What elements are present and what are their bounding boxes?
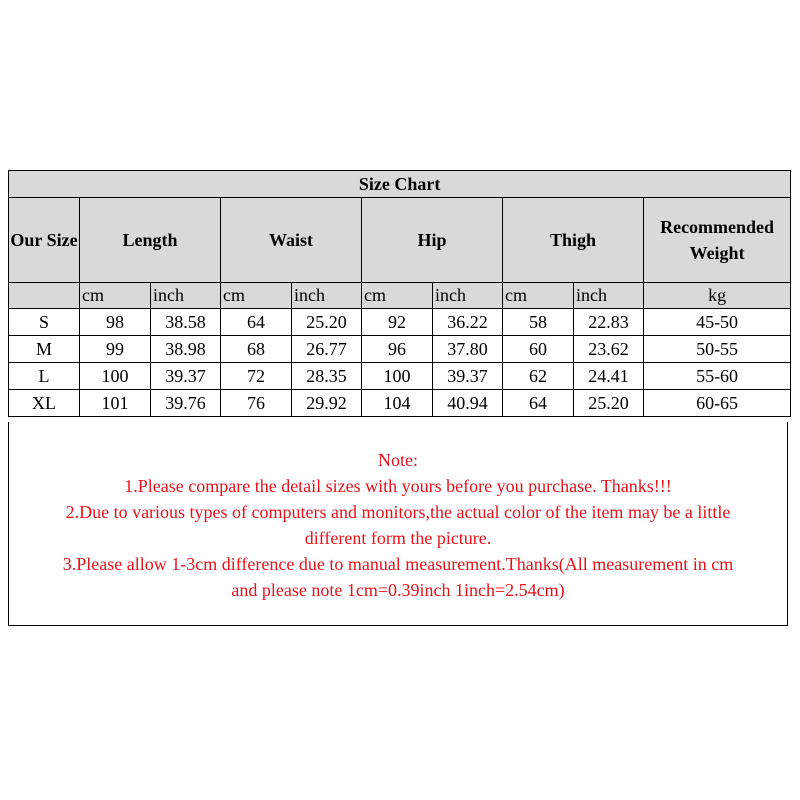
weight-cell: 45-50: [644, 309, 791, 336]
hip-inch-cell: 39.37: [433, 363, 503, 390]
waist-cm-cell: 72: [221, 363, 292, 390]
thigh-cm-cell: 64: [503, 390, 574, 417]
header-hip: Hip: [362, 198, 503, 283]
unit-row: [9, 283, 791, 309]
waist-inch-cell: 26.77: [292, 336, 362, 363]
note-line-2a: 2.Due to various types of computers and monitors,the actual color of the item may be a little: [65, 502, 731, 522]
header-length: Length: [80, 198, 221, 283]
size-cell: M: [9, 336, 80, 363]
hip-cm-cell: 96: [362, 336, 433, 363]
waist-cm-cell: 64: [221, 309, 292, 336]
thigh-cm-cell: 58: [503, 309, 574, 336]
unit-waist-cm: cm: [221, 283, 292, 309]
note-line-3a: 3.Please allow 1-3cm difference due to manual measurement.Thanks(All measurement in cm: [62, 554, 734, 574]
note-box: [8, 422, 788, 626]
unit-hip-inch: inch: [433, 283, 503, 309]
weight-cell: 55-60: [644, 363, 791, 390]
header-waist: Waist: [221, 198, 362, 283]
thigh-inch-cell: 23.62: [574, 336, 644, 363]
thigh-cm-cell: 62: [503, 363, 574, 390]
header-row: [9, 198, 791, 283]
hip-cm-cell: 92: [362, 309, 433, 336]
title-row: [9, 171, 791, 198]
length-cm-cell: 99: [80, 336, 151, 363]
waist-inch-cell: 29.92: [292, 390, 362, 417]
size-chart-table: [8, 170, 791, 417]
hip-cm-cell: 104: [362, 390, 433, 417]
length-inch-cell: 38.58: [151, 309, 221, 336]
unit-weight-kg: kg: [644, 283, 791, 309]
hip-inch-cell: 37.80: [433, 336, 503, 363]
unit-blank: [9, 283, 80, 309]
hip-inch-cell: 36.22: [433, 309, 503, 336]
unit-thigh-cm: cm: [503, 283, 574, 309]
size-cell: L: [9, 363, 80, 390]
unit-hip-cm: cm: [362, 283, 433, 309]
thigh-inch-cell: 24.41: [574, 363, 644, 390]
weight-cell: 50-55: [644, 336, 791, 363]
length-inch-cell: 38.98: [151, 336, 221, 363]
unit-thigh-inch: inch: [574, 283, 644, 309]
thigh-cm-cell: 60: [503, 336, 574, 363]
length-cm-cell: 98: [80, 309, 151, 336]
note-line-1: 1.Please compare the detail sizes with yours before you purchase. Thanks!!!: [124, 476, 672, 496]
unit-length-inch: inch: [151, 283, 221, 309]
hip-cm-cell: 100: [362, 363, 433, 390]
header-thigh: Thigh: [503, 198, 644, 283]
table-row: [9, 363, 791, 390]
header-our-size: Our Size: [9, 198, 80, 283]
table-row: [9, 390, 791, 417]
chart-title: Size Chart: [9, 171, 791, 198]
weight-cell: 60-65: [644, 390, 791, 417]
thigh-inch-cell: 22.83: [574, 309, 644, 336]
note-line-3b: and please note 1cm=0.39inch 1inch=2.54cm): [231, 580, 565, 600]
note-line-2b: different form the picture.: [304, 528, 492, 548]
thigh-inch-cell: 25.20: [574, 390, 644, 417]
length-inch-cell: 39.76: [151, 390, 221, 417]
waist-inch-cell: 25.20: [292, 309, 362, 336]
unit-length-cm: cm: [80, 283, 151, 309]
waist-cm-cell: 68: [221, 336, 292, 363]
table-row: [9, 336, 791, 363]
size-cell: XL: [9, 390, 80, 417]
waist-inch-cell: 28.35: [292, 363, 362, 390]
unit-waist-inch: inch: [292, 283, 362, 309]
table-row: [9, 309, 791, 336]
header-recommended-weight: Recommended Weight: [644, 198, 791, 283]
waist-cm-cell: 76: [221, 390, 292, 417]
note-heading: Note:: [378, 450, 418, 470]
length-cm-cell: 100: [80, 363, 151, 390]
length-inch-cell: 39.37: [151, 363, 221, 390]
size-cell: S: [9, 309, 80, 336]
length-cm-cell: 101: [80, 390, 151, 417]
hip-inch-cell: 40.94: [433, 390, 503, 417]
